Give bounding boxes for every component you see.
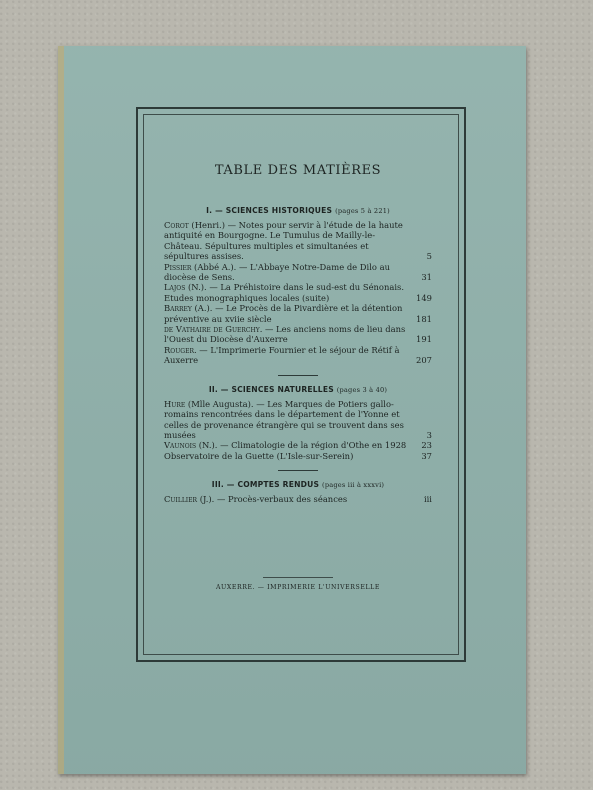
entry-author: de Vathaire de Guerchy: [164, 324, 260, 335]
section-title: III. — COMPTES RENDUS: [211, 480, 320, 490]
printer-imprint-block: [164, 577, 432, 591]
section-title: II. — SCIENCES NATURELLES: [208, 384, 334, 394]
entry-page: 31: [421, 272, 432, 283]
entry-text: (J.). — Procès-verbaux des séances: [197, 494, 348, 505]
entry-author: Pissier: [164, 261, 192, 272]
section-heading-comptes-rendus: [164, 480, 432, 489]
toc-entry: [164, 303, 432, 324]
entry-page: 3: [426, 429, 432, 440]
section-heading-historiques: [164, 206, 432, 215]
entry-text: (A.). — Le Procès de la Pivardière et la détention préventive au xviie siècle: [164, 303, 403, 324]
entry-author: Rouger: [164, 344, 194, 355]
entry-text: (Henri.) — Notes pour servir à l'étude de la haute antiquité en Bourgogne. Le Tumulus de Mailly-le-Château. Sépultures multiples et simultanées et sépultures assises.: [164, 220, 403, 262]
imprint-rule: [263, 577, 333, 578]
entry-text: (N.). — La Préhistoire dans le sud-est du Sénonais. Etudes monographiques locales (suite): [164, 282, 404, 303]
toc-entry: [164, 262, 432, 283]
entry-page: 207: [416, 355, 432, 366]
section-page-range: (pages iii à xxxvi): [322, 481, 385, 490]
entry-author: Cuillier: [164, 494, 198, 505]
toc-entry: [164, 451, 432, 461]
toc-entry: [164, 220, 432, 262]
entry-text: (N.). — Climatologie de la région d'Othe en 1928: [196, 440, 407, 451]
entry-page: 149: [416, 292, 432, 303]
toc-entry: [164, 282, 432, 303]
printer-imprint: AUXERRE. — IMPRIMERIE L'UNIVERSELLE: [215, 583, 381, 591]
entry-page: 191: [416, 334, 432, 345]
entry-page: 181: [416, 313, 432, 324]
toc-entry: [164, 345, 432, 366]
section-divider: [278, 375, 318, 376]
entry-author: Barrey: [164, 303, 192, 314]
section-divider: [278, 470, 318, 471]
toc-entry: [164, 399, 432, 441]
entry-text: . — Les anciens noms de lieu dans l'Ouest du Diocèse d'Auxerre: [164, 324, 406, 345]
toc-entry: [164, 324, 432, 345]
toc-entry: [164, 440, 432, 450]
entry-page: iii: [423, 494, 432, 505]
section-heading-naturelles: [164, 385, 432, 394]
section-title: I. — SCIENCES HISTORIQUES: [206, 206, 333, 215]
entry-author: Vaunois: [164, 440, 197, 451]
entry-page: 23: [421, 440, 432, 451]
entry-page: 5: [426, 251, 432, 262]
table-frame: [136, 107, 466, 662]
page-title: TABLE DES MATIÈRES: [214, 163, 382, 178]
section-page-range: (pages 3 à 40): [336, 385, 388, 394]
toc-entry: [164, 494, 432, 504]
entry-text: (Mlle Augusta). — Les Marques de Potiers gallo-romains rencontrées dans le département de l'Yonne et celles de provenance étrangère qui se trouvent dans ses musées: [164, 398, 404, 440]
entry-text: (Abbé A.). — L'Abbaye Notre-Dame de Dilo au diocèse de Sens.: [164, 261, 390, 283]
entry-author: Lajos: [164, 282, 186, 293]
entry-text: . — L'Imprimerie Fournier et le séjour de Rétif à Auxerre: [164, 344, 400, 366]
entry-text: Observatoire de la Guette (L'Isle-sur-Serein): [164, 450, 354, 461]
entry-page: 37: [421, 450, 432, 461]
table-of-contents: [164, 163, 432, 591]
entry-author: Hure: [164, 398, 186, 409]
section-page-range: (pages 5 à 221): [335, 207, 390, 215]
booklet-spine-edge: [58, 46, 64, 774]
entry-author: Corot: [164, 220, 189, 230]
